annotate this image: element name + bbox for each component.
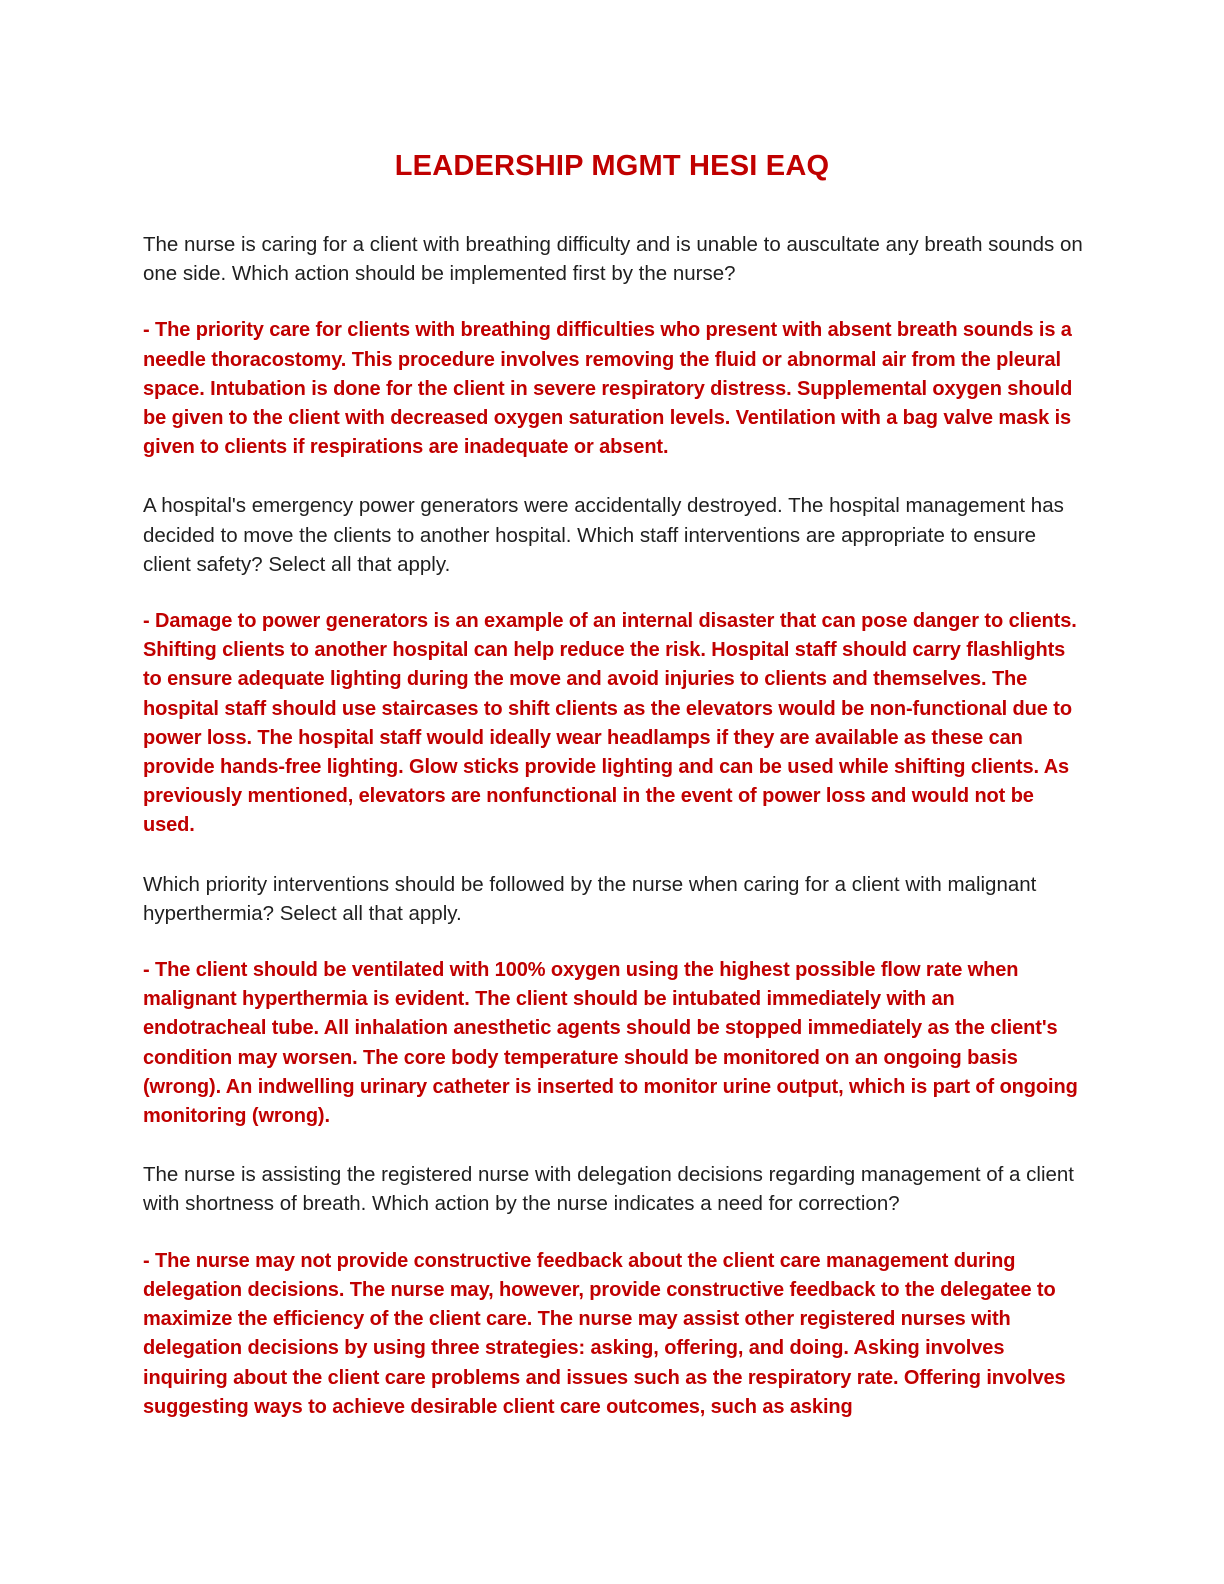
answer-text: - Damage to power generators is an example of an internal disaster that can pose danger to clients. Shifting clients to another hospital can help reduce the risk. Hospital staff should carry flashlights to ensure adequate lighting during the move and avoid injuries to clients and themselves. The hospital staff should use staircases to shift clients as the elevators would be non-functional due to power loss. The hospital staff would ideally wear headlamps if they are available as these can provide hands-free lighting. Glow sticks provide lighting and can be used while shifting clients. As previously mentioned, elevators are nonfunctional in the event of power loss and would not be used.	[143, 610, 1077, 837]
question-text: The nurse is assisting the registered nurse with delegation decisions regarding management of a client with shortness of breath. Which action by the nurse indicates a need for correction?	[143, 1163, 1074, 1216]
question-text: A hospital's emergency power generators were accidentally destroyed. The hospital management has decided to move the clients to another hospital. Which staff interventions are appropriate to ensure client safety? Select all that apply.	[143, 494, 1064, 576]
question-text: The nurse is caring for a client with breathing difficulty and is unable to auscultate any breath sounds on one side. Which action should be implemented first by the nurse?	[143, 233, 1083, 286]
answer-text: - The priority care for clients with breathing difficulties who present with absent breath sounds is a needle thoracostomy. This procedure involves removing the fluid or abnormal air from the pleural space. Intubation is done for the client in severe respiratory distress. Supplemental oxygen should be given to the client with decreased oxygen saturation levels. Ventilation with a bag valve mask is given to clients if respirations are inadequate or absent.	[143, 319, 1073, 459]
answer-text: - The nurse may not provide constructive feedback about the client care management during delegation decisions. The nurse may, however, provide constructive feedback to the delegatee to maximize the efficiency of the client care. The nurse may assist other registered nurses with delegation decisions by using three strategies: asking, offering, and doing. Asking involves inquiring about the client care problems and issues such as the respiratory rate. Offering involves suggesting ways to achieve desirable client care outcomes, such as asking	[143, 1249, 1066, 1418]
question-text: Which priority interventions should be followed by the nurse when caring for a client with malignant hyperthermia? Select all that apply.	[143, 872, 1037, 925]
document-title: LEADERSHIP MGMT HESI EAQ	[394, 150, 830, 182]
document-body	[143, 230, 1083, 1422]
answer-text: - The client should be ventilated with 100% oxygen using the highest possible flow rate when malignant hyperthermia is evident. The client should be intubated immediately with an endotracheal tube. All inhalation anesthetic agents should be stopped immediately as the client's condition may worsen. The core body temperature should be monitored on an ongoing basis (wrong). An indwelling urinary catheter is inserted to monitor urine output, which is part of ongoing monitoring (wrong).	[143, 959, 1078, 1128]
